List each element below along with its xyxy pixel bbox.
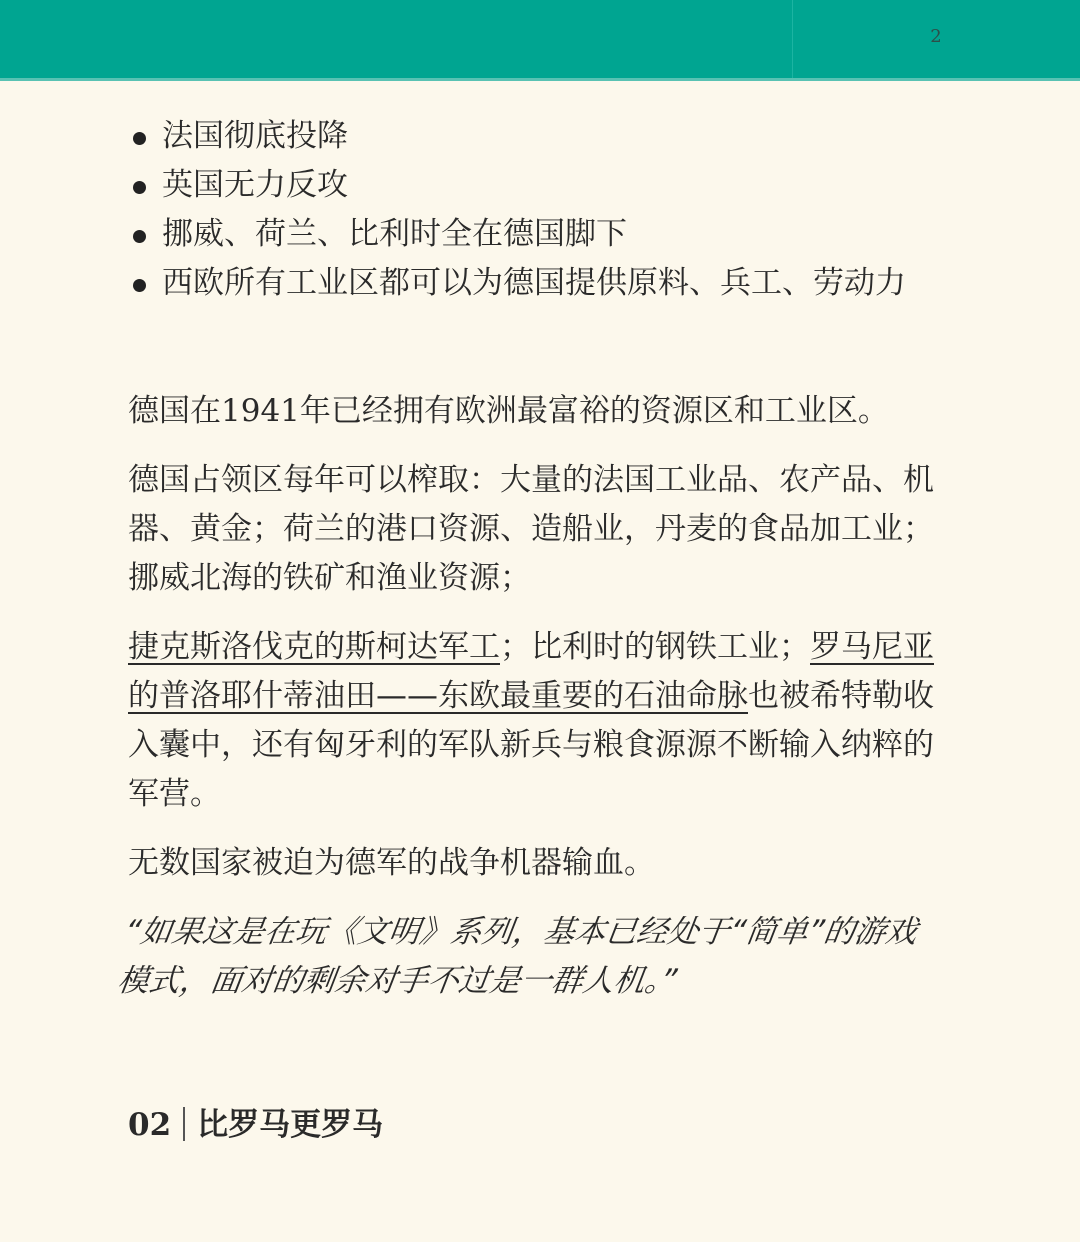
link-ploiesti-b[interactable]: 的普洛耶什蒂油田——东欧最重要的石油命脉 [128, 678, 748, 714]
paragraph-war-machine: 无数国家被迫为德军的战争机器输血。 [128, 845, 655, 881]
link-skoda[interactable]: 捷克斯洛伐克的斯柯达军工 [128, 629, 500, 665]
paragraph-text: ；比利时的钢铁工业； [500, 629, 810, 665]
paragraph-text: 德国在 [128, 393, 221, 429]
paragraph-line: 入囊中，还有匈牙利的军队新兵与粮食源源不断输入纳粹的 [128, 727, 934, 763]
link-ploiesti-a[interactable]: 罗马尼亚 [810, 629, 934, 665]
article-body [115, 112, 958, 1145]
paragraph-occupied-regions [128, 456, 958, 603]
year-1941: 1941 [221, 393, 300, 429]
heading-separator [183, 1107, 185, 1141]
paragraph-line: 器、黄金；荷兰的港口资源、造船业，丹麦的食品加工业； [128, 511, 934, 547]
section-title: 比罗马更罗马 [197, 1107, 384, 1143]
page-number: 2 [930, 26, 942, 47]
paragraph-text: 年已经拥有欧洲最富裕的资源区和工业区。 [299, 393, 889, 429]
paragraph-line: 军营。 [128, 776, 221, 812]
quote-line: 模式，面对的剩余对手不过是一群人机。” [115, 963, 679, 999]
bullet-list [128, 112, 958, 308]
top-banner [0, 0, 1080, 81]
paragraph-line: 挪威北海的铁矿和渔业资源； [128, 560, 531, 596]
paragraph-resources [128, 387, 958, 436]
paragraph-line: 德国占领区每年可以榨取：大量的法国工业品、农产品、机 [128, 462, 934, 498]
paragraph-text: 也被希特勒收 [748, 678, 934, 714]
section-number: 02 [128, 1107, 172, 1143]
list-item: 西欧所有工业区都可以为德国提供原料、兵工、劳动力 [162, 259, 958, 308]
quote-line: “如果这是在玩《文明》系列，基本已经处于“简单”的游戏 [122, 914, 920, 950]
list-item: 英国无力反攻 [162, 161, 958, 210]
list-item: 法国彻底投降 [162, 112, 958, 161]
paragraph-industry [128, 623, 958, 819]
section-heading [128, 1105, 958, 1145]
list-item: 挪威、荷兰、比利时全在德国脚下 [162, 210, 958, 259]
banner-divider [792, 0, 793, 78]
quote-block [114, 908, 958, 1006]
